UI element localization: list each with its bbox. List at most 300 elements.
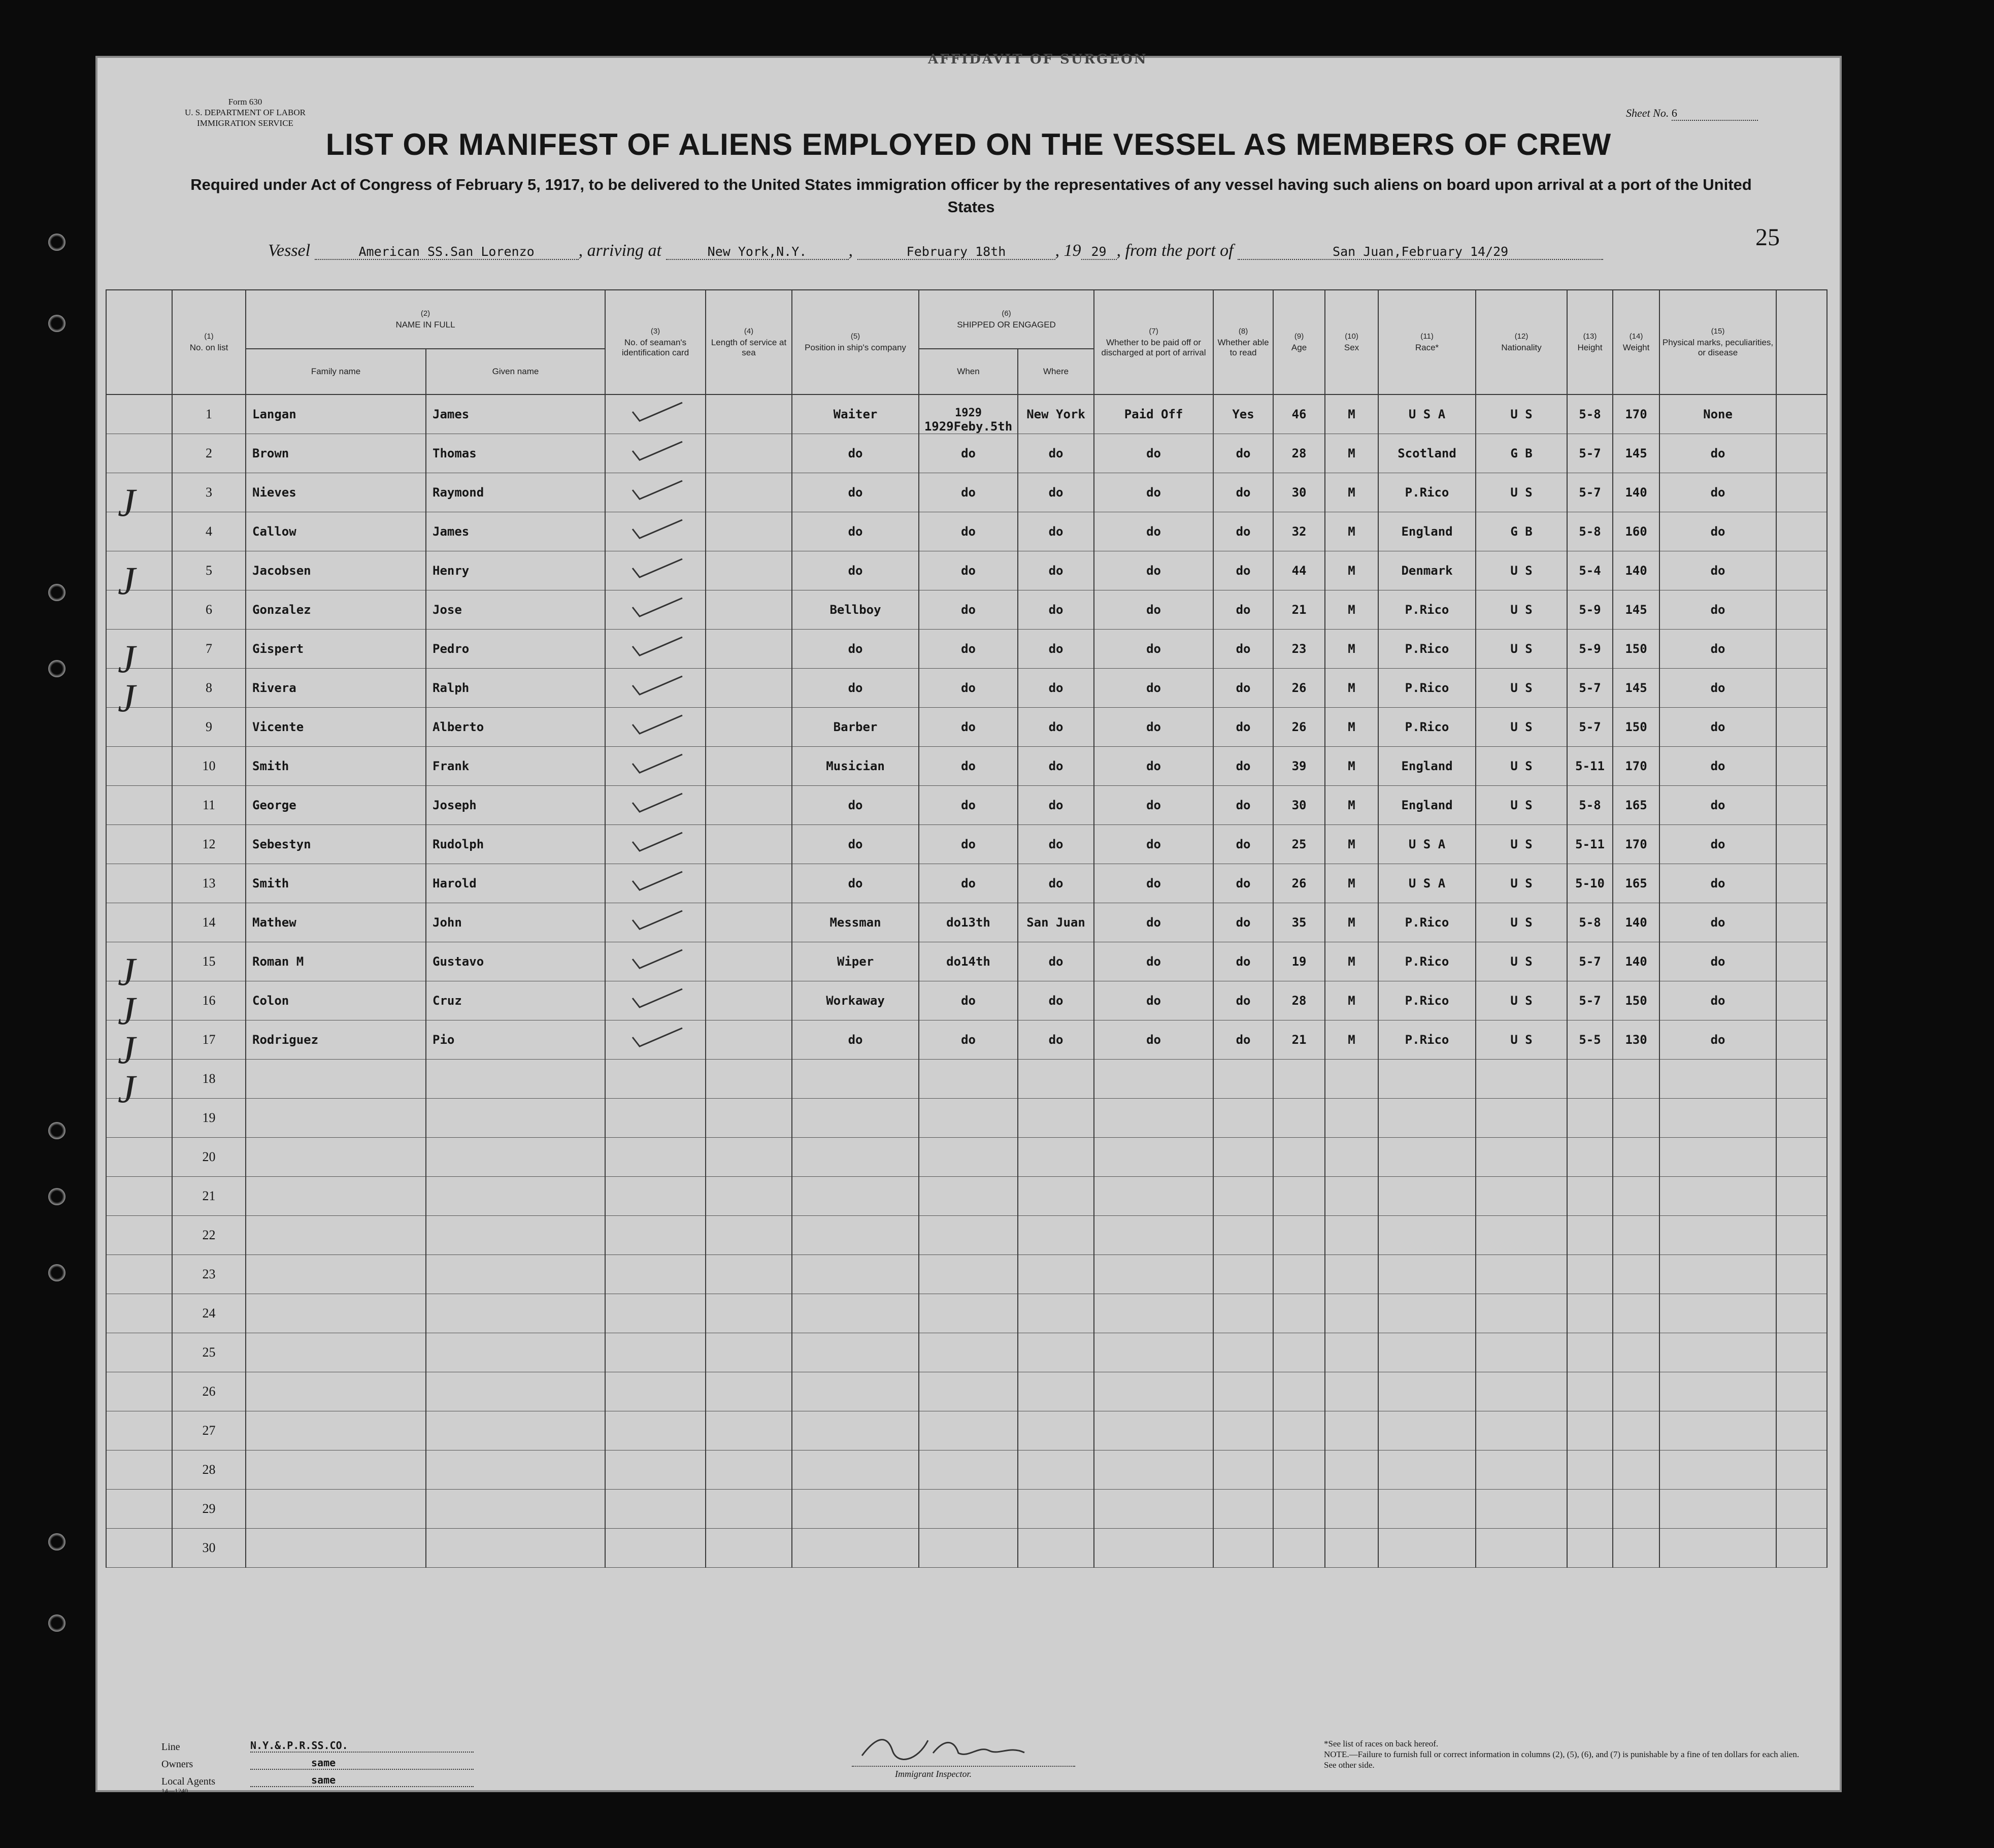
nationality [1476,1177,1567,1216]
given-name: Rudolph [426,825,605,864]
weight: 170 [1613,394,1659,434]
paid-off [1094,1099,1213,1138]
race: Scotland [1378,434,1476,473]
given-name [426,1490,605,1529]
service-length [706,708,792,747]
sex: M [1325,551,1378,590]
sex: M [1325,669,1378,708]
sex [1325,1490,1378,1529]
nationality [1476,1529,1567,1568]
paid-off: do [1094,981,1213,1020]
able-to-read: do [1213,630,1273,669]
table-row [106,942,1827,981]
position [792,1450,919,1490]
sex: M [1325,708,1378,747]
able-to-read [1213,1099,1273,1138]
service-length [706,1138,792,1177]
table-row [106,981,1827,1020]
able-to-read [1213,1372,1273,1411]
margin-cell [106,473,172,512]
inspector-label: Immigrant Inspector. [895,1769,972,1779]
arriving-port: New York,N.Y. [666,244,849,260]
height [1567,1529,1613,1568]
shipped-when [919,1333,1018,1372]
position [792,1255,919,1294]
family-name: Sebestyn [246,825,426,864]
family-name: Colon [246,981,426,1020]
weight [1613,1333,1659,1372]
shipped-when: do [919,981,1018,1020]
row-number: 19 [172,1099,246,1138]
able-to-read: do [1213,786,1273,825]
age: 21 [1273,1020,1325,1060]
paid-off: do [1094,747,1213,786]
height [1567,1411,1613,1450]
race: U S A [1378,825,1476,864]
height: 5-4 [1567,551,1613,590]
arrival-year: 29 [1081,244,1117,260]
physical-marks: do [1659,512,1776,551]
margin-mark: J [118,1067,136,1111]
position [792,1216,919,1255]
able-to-read: do [1213,669,1273,708]
service-length [706,903,792,942]
position [792,1490,919,1529]
form-line: IMMIGRATION SERVICE [197,118,293,128]
year-note: 1929 [955,407,982,419]
service-length [706,669,792,708]
nationality [1476,1450,1567,1490]
able-to-read: do [1213,981,1273,1020]
shipped-where [1018,1177,1094,1216]
shipped-where: do [1018,473,1094,512]
given-name [426,1372,605,1411]
service-length [706,864,792,903]
binder-hole-icon [48,660,65,677]
table-row [106,394,1827,434]
margin-cell [106,1255,172,1294]
sex: M [1325,434,1378,473]
binder-hole-icon [48,1122,65,1139]
able-to-read: do [1213,590,1273,630]
weight: 150 [1613,981,1659,1020]
table-row [106,551,1827,590]
weight: 145 [1613,590,1659,630]
margin-cell [106,551,172,590]
shipped-where [1018,1529,1094,1568]
nationality [1476,1411,1567,1450]
sex [1325,1099,1378,1138]
height [1567,1216,1613,1255]
given-name [426,1255,605,1294]
penalty-note: NOTE.—Failure to furnish full or correct information in columns (2), (5), (6), and (7) is punishable by a fine of ten dollars for each alien. See other side. [1324,1750,1800,1770]
height: 5-7 [1567,669,1613,708]
shipped-where [1018,1333,1094,1372]
service-length [706,473,792,512]
sex [1325,1060,1378,1099]
age: 28 [1273,434,1325,473]
height [1567,1255,1613,1294]
margin-cell [106,1099,172,1138]
given-name: James [426,512,605,551]
nationality: U S [1476,708,1567,747]
sex [1325,1450,1378,1490]
given-name: Alberto [426,708,605,747]
document-subtitle: Required under Act of Congress of February 5, 1917, to be delivered to the United States immigration officer by the representatives of any vessel having such aliens on board upon arrival at a port of the United States [190,176,1752,216]
weight [1613,1372,1659,1411]
service-length [706,1020,792,1060]
row-number: 4 [172,512,246,551]
family-name: Gonzalez [246,590,426,630]
owners-label: Owners [161,1759,193,1770]
height [1567,1372,1613,1411]
position [792,1060,919,1099]
weight: 140 [1613,551,1659,590]
margin-mark: J [118,637,136,681]
margin-cell [106,1020,172,1060]
id-card-cell [605,590,706,630]
race: England [1378,786,1476,825]
physical-marks: do [1659,434,1776,473]
paid-off: do [1094,669,1213,708]
physical-marks [1659,1529,1776,1568]
physical-marks [1659,1450,1776,1490]
id-card-cell [605,864,706,903]
physical-marks [1659,1177,1776,1216]
able-to-read [1213,1255,1273,1294]
physical-marks: do [1659,630,1776,669]
col-no-header: (1) No. on list [172,290,246,394]
row-number: 17 [172,1020,246,1060]
check-mark-icon [622,596,688,620]
row-number: 2 [172,434,246,473]
col-paidoff-header: (7) Whether to be paid off or discharged at port of arrival [1094,290,1213,394]
extra-cell [1776,1333,1827,1372]
extra-header [1776,290,1827,394]
service-length [706,1333,792,1372]
race [1378,1294,1476,1333]
row-number: 16 [172,981,246,1020]
shipped-when: do [919,512,1018,551]
row-number: 29 [172,1490,246,1529]
id-card-cell [605,1333,706,1372]
id-card-cell [605,630,706,669]
race: P.Rico [1378,903,1476,942]
extra-cell [1776,1450,1827,1490]
nationality: U S [1476,473,1567,512]
height [1567,1294,1613,1333]
given-name [426,1529,605,1568]
table-row [106,1333,1827,1372]
paid-off: do [1094,864,1213,903]
family-name [246,1060,426,1099]
paid-off [1094,1177,1213,1216]
shipped-where [1018,1372,1094,1411]
check-mark-icon [622,1026,688,1050]
table-row [106,1255,1827,1294]
sex [1325,1529,1378,1568]
extra-cell [1776,630,1827,669]
col-height-header: (13) Height [1567,290,1613,394]
shipped-where: do [1018,747,1094,786]
sex: M [1325,590,1378,630]
given-name: Gustavo [426,942,605,981]
physical-marks [1659,1333,1776,1372]
weight [1613,1099,1659,1138]
given-name: Ralph [426,669,605,708]
shipped-where: do [1018,669,1094,708]
extra-cell [1776,1529,1827,1568]
service-length [706,1490,792,1529]
col-where-header: Where [1018,349,1094,394]
sex [1325,1411,1378,1450]
sex: M [1325,473,1378,512]
table-row [106,669,1827,708]
nationality: U S [1476,1020,1567,1060]
physical-marks [1659,1255,1776,1294]
weight: 165 [1613,864,1659,903]
owners-value: same [250,1757,474,1770]
margin-cell [106,1333,172,1372]
position: do [792,473,919,512]
shipped-when: do [919,590,1018,630]
table-row [106,1529,1827,1568]
family-name: Smith [246,747,426,786]
manifest-footer [106,1736,1826,1795]
age: 46 [1273,394,1325,434]
col-nationality-header: (12) Nationality [1476,290,1567,394]
service-length [706,1372,792,1411]
sex: M [1325,1020,1378,1060]
age: 25 [1273,825,1325,864]
given-name [426,1099,605,1138]
id-card-cell [605,1177,706,1216]
family-name: Rodriguez [246,1020,426,1060]
id-card-cell [605,473,706,512]
margin-cell [106,708,172,747]
able-to-read: do [1213,551,1273,590]
check-mark-icon [622,557,688,581]
race: P.Rico [1378,590,1476,630]
row-number: 15 [172,942,246,981]
paid-off: Paid Off [1094,394,1213,434]
id-card-cell [605,1216,706,1255]
id-card-cell [605,1255,706,1294]
position [792,1177,919,1216]
vessel-label: Vessel [268,241,311,260]
check-mark-icon [622,674,688,699]
table-row [106,864,1827,903]
shipped-where: do [1018,864,1094,903]
check-mark-icon [622,635,688,659]
able-to-read: do [1213,903,1273,942]
col-given-header: Given name [426,349,605,394]
binder-hole-icon [48,234,65,251]
given-name: Henry [426,551,605,590]
service-length [706,1177,792,1216]
race: U S A [1378,394,1476,434]
paid-off: do [1094,825,1213,864]
family-name [246,1294,426,1333]
race [1378,1529,1476,1568]
margin-cell [106,903,172,942]
family-name [246,1255,426,1294]
arriving-label: arriving at [587,241,661,260]
row-number: 3 [172,473,246,512]
given-name: Pedro [426,630,605,669]
form-number-block [169,96,321,128]
physical-marks: do [1659,786,1776,825]
nationality [1476,1294,1567,1333]
age: 39 [1273,747,1325,786]
service-length [706,786,792,825]
height: 5-8 [1567,512,1613,551]
family-name: Callow [246,512,426,551]
nationality: G B [1476,512,1567,551]
height: 5-8 [1567,394,1613,434]
margin-header [106,290,172,394]
margin-mark: J [118,558,136,603]
able-to-read [1213,1060,1273,1099]
position [792,1529,919,1568]
table-row [106,1177,1827,1216]
margin-cell [106,1138,172,1177]
paid-off [1094,1411,1213,1450]
physical-marks [1659,1138,1776,1177]
row-number: 7 [172,630,246,669]
shipped-where [1018,1450,1094,1490]
shipped-when [919,1099,1018,1138]
row-number: 13 [172,864,246,903]
height: 5-7 [1567,434,1613,473]
form-line: U. S. DEPARTMENT OF LABOR [185,108,306,117]
sex: M [1325,786,1378,825]
table-row [106,1450,1827,1490]
shipped-where: do [1018,786,1094,825]
race [1378,1177,1476,1216]
id-card-cell [605,1411,706,1450]
id-card-cell [605,394,706,434]
race: P.Rico [1378,942,1476,981]
given-name: Raymond [426,473,605,512]
nationality: U S [1476,747,1567,786]
nationality [1476,1333,1567,1372]
paid-off: do [1094,551,1213,590]
shipped-when: do [919,747,1018,786]
race: England [1378,747,1476,786]
service-length [706,394,792,434]
page-number: 25 [1755,224,1780,251]
shipped-where: do [1018,630,1094,669]
given-name [426,1450,605,1490]
family-name: Gispert [246,630,426,669]
row-number: 5 [172,551,246,590]
height: 5-8 [1567,903,1613,942]
nationality: U S [1476,630,1567,669]
shipped-when: do [919,630,1018,669]
table-row [106,747,1827,786]
position: Bellboy [792,590,919,630]
sex: M [1325,512,1378,551]
nationality: U S [1476,786,1567,825]
paid-off: do [1094,708,1213,747]
margin-cell [106,1411,172,1450]
margin-mark: J [118,949,136,994]
extra-cell [1776,825,1827,864]
extra-cell [1776,981,1827,1020]
shipped-when: do14th [919,942,1018,981]
table-row [106,434,1827,473]
extra-cell [1776,1490,1827,1529]
nationality [1476,1372,1567,1411]
shipped-when [919,1294,1018,1333]
paid-off: do [1094,473,1213,512]
extra-cell [1776,473,1827,512]
shipped-where: do [1018,708,1094,747]
extra-cell [1776,669,1827,708]
family-name: Rivera [246,669,426,708]
departure-port: San Juan,February 14/29 [1238,244,1603,260]
race [1378,1372,1476,1411]
physical-marks [1659,1490,1776,1529]
table-row [106,473,1827,512]
row-number: 26 [172,1372,246,1411]
agents-value: same [250,1774,474,1787]
given-name [426,1138,605,1177]
position: do [792,825,919,864]
shipped-when: do [919,434,1018,473]
id-card-cell [605,1099,706,1138]
given-name [426,1060,605,1099]
paid-off: do [1094,903,1213,942]
able-to-read [1213,1490,1273,1529]
extra-cell [1776,434,1827,473]
service-length [706,434,792,473]
service-length [706,590,792,630]
extra-cell [1776,747,1827,786]
table-row [106,786,1827,825]
race [1378,1216,1476,1255]
col-race-header: (11) Race* [1378,290,1476,394]
nationality: U S [1476,551,1567,590]
weight: 150 [1613,708,1659,747]
col-age-header: (9) Age [1273,290,1325,394]
physical-marks [1659,1372,1776,1411]
id-card-cell [605,747,706,786]
table-row [106,1372,1827,1411]
height: 5-7 [1567,981,1613,1020]
paid-off: do [1094,942,1213,981]
shipped-where [1018,1294,1094,1333]
row-number: 18 [172,1060,246,1099]
extra-cell [1776,1177,1827,1216]
shipped-when [919,1216,1018,1255]
height [1567,1333,1613,1372]
service-length [706,1294,792,1333]
check-mark-icon [622,752,688,777]
race [1378,1333,1476,1372]
family-name: Mathew [246,903,426,942]
weight: 170 [1613,825,1659,864]
extra-cell [1776,551,1827,590]
id-card-cell [605,1450,706,1490]
check-mark-icon [622,791,688,816]
shipped-when [919,1255,1018,1294]
binder-hole-icon [48,315,65,332]
row-number: 9 [172,708,246,747]
age: 30 [1273,473,1325,512]
shipped-where: do [1018,590,1094,630]
